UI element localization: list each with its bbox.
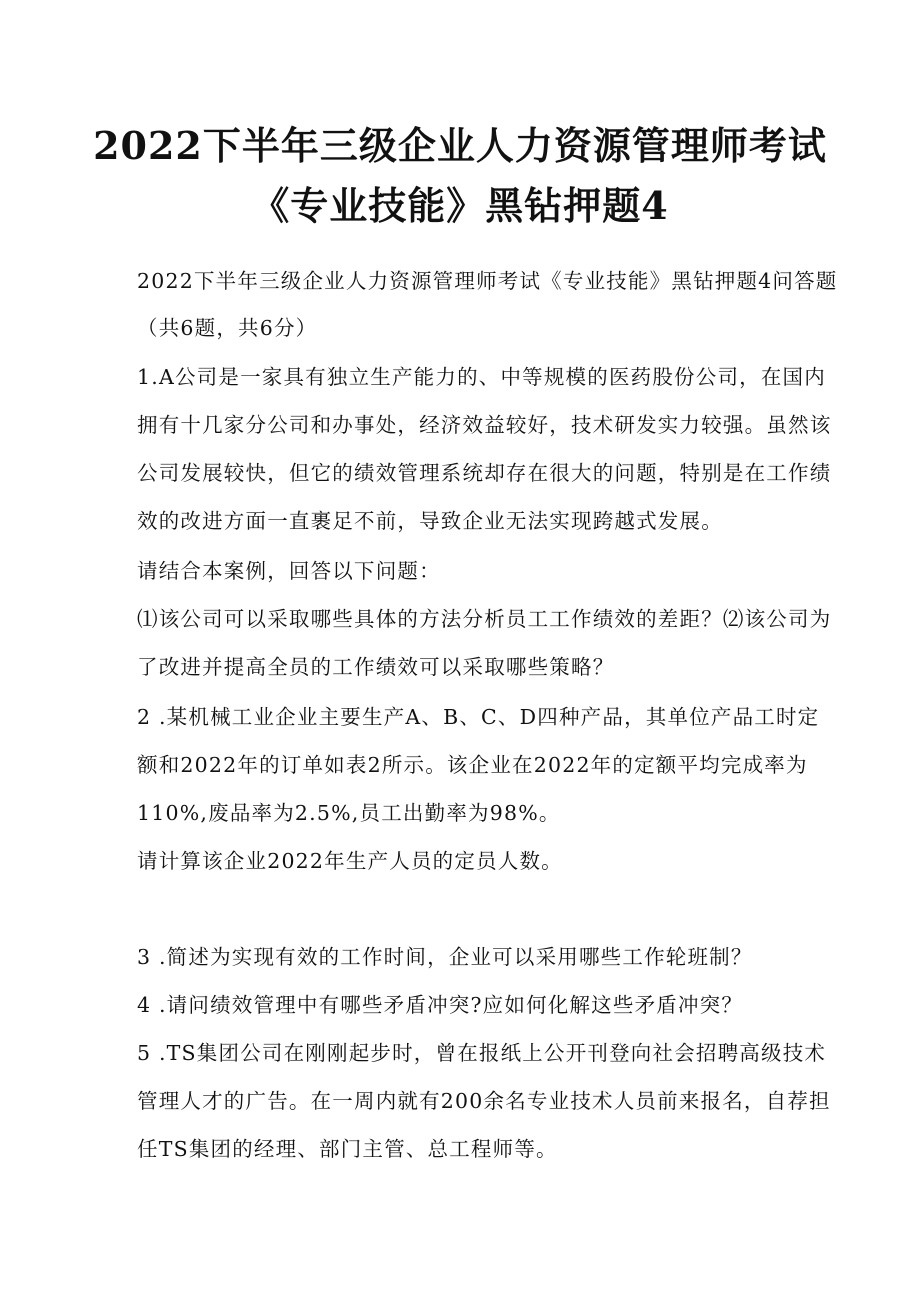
question-1-sub-line-2: 了改进并提高全员的工作绩效可以采取哪些策略？ [137,655,615,679]
question-1-sub-line-1: ⑴该公司可以采取哪些具体的方法分析员工工作绩效的差距？⑵该公司为 [137,607,832,631]
question-4: 4 .请问绩效管理中有哪些矛盾冲突?应如何化解这些矛盾冲突？ [137,993,744,1017]
question-2-line-1: 2 .某机械工业企业主要生产A、B、C、D四种产品，其单位产品工时定 [137,705,820,729]
question-5-line-3: 任TS集团的经理、部门主管、总工程师等。 [137,1137,558,1161]
question-2-prompt: 请计算该企业2022年生产人员的定员人数。 [137,849,563,873]
document-title-line-1: 2022下半年三级企业人力资源管理师考试 [93,123,827,168]
section-intro-line-2: （共6题，共6分） [137,316,318,340]
question-2-line-2: 额和2022年的订单如表2所示。该企业在2022年的定额平均完成率为 [137,753,808,777]
question-1-line-4: 效的改进方面一直裹足不前，导致企业无法实现跨越式发展。 [137,509,723,533]
question-1-prompt: 请结合本案例，回答以下问题： [137,559,441,583]
question-5-line-2: 管理人才的广告。在一周内就有200余名专业技术人员前来报名，自荐担 [137,1089,831,1113]
question-1-line-3: 公司发展较快，但它的绩效管理系统却存在很大的问题，特别是在工作绩 [137,461,832,485]
question-3: 3 .简述为实现有效的工作时间，企业可以采用哪些工作轮班制？ [137,945,753,969]
question-1-line-2: 拥有十几家分公司和办事处，经济效益较好，技术研发实力较强。虽然该 [137,413,832,437]
question-2-line-3: 110%,废品率为2.5%,员工出勤率为98%。 [137,801,561,825]
question-1-line-1: 1.A公司是一家具有独立生产能力的、中等规模的医药股份公司，在国内 [137,365,826,389]
question-5-line-1: 5 .TS集团公司在刚刚起步时，曾在报纸上公开刊登向社会招聘高级技术 [137,1041,827,1065]
section-intro-line-1: 2022下半年三级企业人力资源管理师考试《专业技能》黑钻押题4问答题 [137,269,838,293]
document-title-line-2: 《专业技能》黑钻押题4 [251,183,669,228]
